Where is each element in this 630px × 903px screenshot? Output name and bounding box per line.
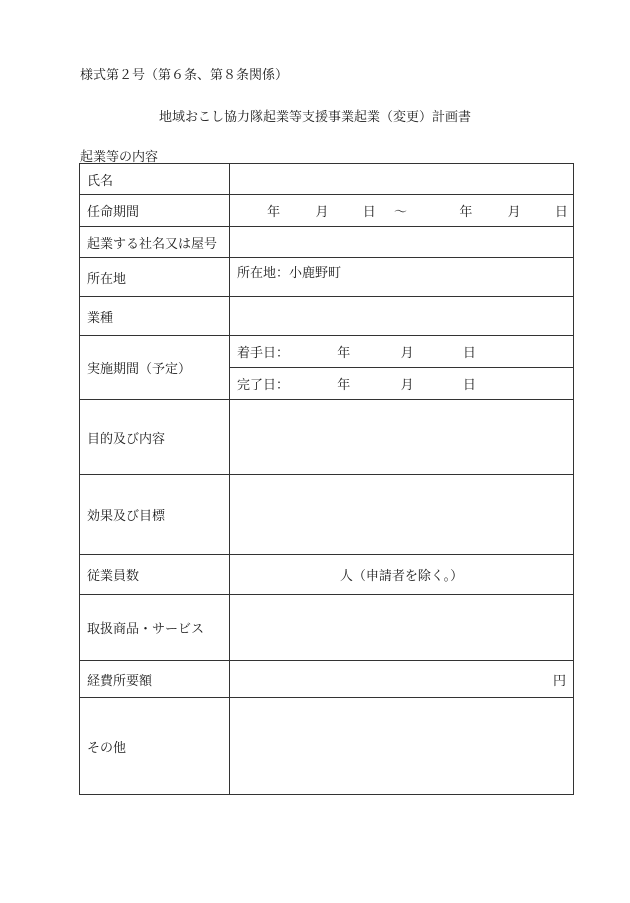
term-start-month: 月 [315,205,329,220]
name-field[interactable] [230,164,574,195]
term-field[interactable] [230,195,574,227]
other-field[interactable] [230,698,574,795]
row-term [80,195,574,227]
end-date-label: 完了日： [237,378,290,393]
expenses-label: 経費所要額 [80,661,230,698]
term-end-month: 月 [507,205,521,220]
row-effect [80,475,574,555]
other-label: その他 [80,698,230,795]
employees-field[interactable]: 人（申請者を除く。） [230,555,574,595]
form-number: 様式第２号（第６条、第８条関係） [80,68,289,83]
start-day: 日 [462,346,476,361]
products-field[interactable] [230,595,574,661]
row-address [80,258,574,297]
term-end-day: 日 [554,205,568,220]
row-period-start [80,336,574,368]
industry-field[interactable] [230,297,574,336]
term-end-year: 年 [459,205,473,220]
end-day: 日 [462,378,476,393]
row-company [80,227,574,258]
period-label: 実施期間（予定） [80,336,230,400]
expenses-field[interactable] [230,661,574,698]
end-month: 月 [400,378,414,393]
period-end-field[interactable] [230,368,574,400]
industry-label: 業種 [80,297,230,336]
plan-table [79,163,574,795]
row-expenses [80,661,574,698]
term-label: 任命期間 [80,195,230,227]
employees-label: 従業員数 [80,555,230,595]
period-start-field[interactable] [230,336,574,368]
term-start-year: 年 [267,205,281,220]
row-employees [80,555,574,595]
document-title: 地域おこし協力隊起業等支援事業起業（変更）計画書 [158,110,471,125]
row-products [80,595,574,661]
row-purpose [80,400,574,475]
purpose-field[interactable] [230,400,574,475]
section-label: 起業等の内容 [80,150,159,165]
row-other [80,698,574,795]
address-field[interactable]: 所在地：小鹿野町 [230,258,574,297]
term-start-day: 日 [362,205,376,220]
end-year: 年 [337,378,351,393]
effect-label: 効果及び目標 [80,475,230,555]
yen-unit: 円 [552,673,566,689]
name-label: 氏名 [80,164,230,195]
row-name [80,164,574,195]
start-date-label: 着手日： [237,346,290,361]
start-month: 月 [400,346,414,361]
row-industry [80,297,574,336]
term-tilde: ～ [394,205,408,220]
company-label: 起業する社名又は屋号 [80,227,230,258]
products-label: 取扱商品・サービス [80,595,230,661]
purpose-label: 目的及び内容 [80,400,230,475]
effect-field[interactable] [230,475,574,555]
start-year: 年 [337,346,351,361]
company-field[interactable] [230,227,574,258]
address-label: 所在地 [80,258,230,297]
